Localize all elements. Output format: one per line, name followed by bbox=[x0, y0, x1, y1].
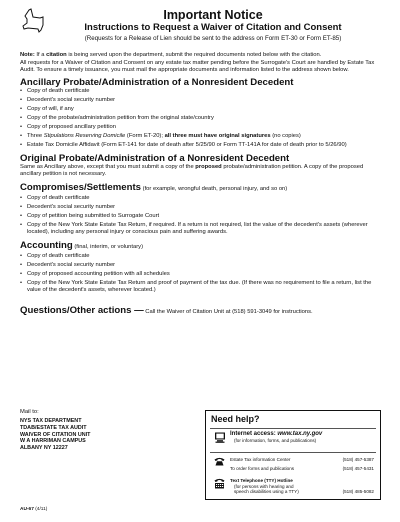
mail-to-label: Mail to: bbox=[20, 409, 39, 415]
form-number: AU-67 bbox=[20, 507, 34, 512]
order-forms-label: To order forms and publications bbox=[230, 466, 295, 471]
address-line: ALBANY NY 12227 bbox=[20, 445, 68, 452]
mailing-address bbox=[20, 409, 130, 452]
tty-row bbox=[214, 478, 374, 496]
list-item: • Copy of petition being submitted to Surrogate Court bbox=[27, 213, 384, 220]
list-item: • Decedent's social security number bbox=[27, 204, 384, 211]
ancillary-section bbox=[20, 77, 384, 149]
list-item: • Copy of proposed ancillary petition bbox=[27, 124, 384, 131]
address-line: NYS TAX DEPARTMENT bbox=[20, 418, 82, 424]
accounting-heading bbox=[20, 240, 384, 253]
need-help-title: Need help? bbox=[211, 414, 260, 424]
list-item: • Copy of the New York State Estate Tax Return, if required. If a return is not required, list the value of the decedent's assets (wherever located), including any personal injury or conscious pain and suffering awards. bbox=[27, 222, 384, 236]
address-line: WAIVER OF CITATION UNIT bbox=[20, 431, 91, 438]
address-line: W A HARRIMAN CAMPUS bbox=[20, 438, 86, 445]
form-footer bbox=[20, 507, 47, 512]
accounting-heading-text: Accounting bbox=[20, 239, 73, 251]
page-subtitle: Instructions to Request a Waiver of Citation and Consent bbox=[84, 22, 342, 33]
item-text: (Form ET-20); bbox=[125, 133, 165, 140]
item-bold-text: all three must have original signatures bbox=[164, 133, 271, 140]
estate-tax-phone[interactable]: (518) 457-5387 bbox=[342, 457, 374, 462]
note-text-2: is being served upon the department, submit the required documents noted below with the citation. bbox=[66, 52, 322, 58]
divider bbox=[210, 428, 376, 429]
compromises-heading bbox=[20, 182, 384, 195]
page-title: Important Notice bbox=[163, 8, 263, 22]
compromises-list bbox=[20, 195, 384, 236]
original-text-b: probate/administration petition. A copy of the proposed ancillary petition is not necessary. bbox=[20, 164, 364, 178]
list-item: • Copy of death certificate bbox=[27, 88, 384, 95]
release-of-lien-note: (Requests for a Release of Lien should be sent to the address on Form ET-30 or Form ET-85) bbox=[84, 35, 342, 42]
internet-access-line bbox=[230, 432, 322, 438]
internet-access-label: Internet access: bbox=[230, 431, 278, 437]
original-proposed-word: proposed bbox=[195, 164, 222, 171]
list-item: • Decedent's social security number bbox=[27, 262, 384, 269]
item-text: Three bbox=[27, 133, 44, 140]
computer-icon bbox=[214, 432, 226, 443]
need-help-box bbox=[205, 410, 381, 500]
compromises-section bbox=[20, 182, 384, 236]
tty-phone[interactable]: (518) 485-5082 bbox=[342, 489, 374, 494]
internet-access-text bbox=[230, 432, 322, 443]
original-section bbox=[20, 153, 384, 178]
citation-note bbox=[20, 52, 384, 59]
tty-text bbox=[230, 478, 299, 495]
tty-phone-icon bbox=[214, 478, 225, 489]
item-italic-text: Stipulations Reserving Domicile bbox=[43, 133, 126, 140]
internet-access-sub: (for information, forms, and publications) bbox=[234, 437, 317, 443]
questions-text: Call the Waiver of Citation Unit at (518) 591-3049 for instructions. bbox=[143, 308, 313, 315]
accounting-list bbox=[20, 253, 384, 294]
list-item: • Copy of the probate/administration petition from the original state/country bbox=[27, 115, 384, 122]
title-block bbox=[40, 8, 386, 43]
notice-body bbox=[20, 52, 384, 318]
divider bbox=[210, 452, 376, 453]
questions-section bbox=[20, 300, 384, 318]
questions-heading: Questions/Other actions — bbox=[20, 304, 144, 316]
compromises-heading-text: Compromises/Settlements bbox=[20, 181, 142, 193]
tty-sub-1: (for persons with hearing and bbox=[234, 483, 294, 489]
item-text: (no copies) bbox=[270, 133, 301, 140]
order-forms-phone[interactable]: (518) 457-5431 bbox=[342, 466, 374, 471]
list-item bbox=[27, 133, 384, 140]
estate-tax-row bbox=[214, 457, 374, 471]
list-item: • Copy of the New York State Estate Tax Return and proof of payment of the tax due. (If there was no requirement to file a return, list the value of the decedent's assets, wherever located.) bbox=[27, 280, 384, 294]
tty-sub-2: speech disabilities using a TTY) bbox=[234, 489, 299, 495]
list-item: • Decedent's social security number bbox=[27, 97, 384, 104]
note-text-1: If a bbox=[34, 52, 47, 58]
estate-tax-info-label: Estate Tax information Center bbox=[230, 457, 291, 462]
ancillary-list bbox=[20, 88, 384, 149]
address-line: TDAB/ESTATE TAX AUDIT bbox=[20, 424, 87, 431]
compromises-note: (for example, wrongful death, personal injury, and so on) bbox=[141, 185, 288, 192]
form-date: (4/11) bbox=[33, 507, 48, 512]
intro-paragraph: All requests for a Waiver of Citation and Consent on any estate tax matter pending before the Surrogate's Court are handled by Estate Tax Audit. To ensure a timely issuance, you must mail the appropriate documents and information listed to the address shown below. bbox=[20, 59, 375, 73]
ancillary-heading: Ancillary Probate/Administration of a Nonresident Decedent bbox=[20, 77, 294, 89]
list-item: • Copy of death certificate bbox=[27, 195, 384, 202]
internet-access-row bbox=[214, 432, 374, 448]
tax-website-link[interactable]: www.tax.ny.gov bbox=[277, 431, 323, 437]
original-heading: Original Probate/Administration of a Nonresident Decedent bbox=[20, 153, 290, 165]
original-text bbox=[20, 164, 384, 178]
list-item: • Copy of death certificate bbox=[27, 253, 384, 260]
accounting-section bbox=[20, 240, 384, 294]
note-label: Note: bbox=[20, 52, 35, 58]
original-text-a: Same as Ancillary above, except that you must submit a copy of the bbox=[20, 164, 196, 171]
tty-title: Text Telephone (TTY) Hotline bbox=[230, 478, 293, 483]
telephone-icon bbox=[214, 457, 225, 466]
note-citation-word: citation bbox=[46, 52, 67, 58]
list-item: • Estate Tax Domicile Affidavit (Form ET-141 for date of death after 5/25/90 or Form TT-141A for date of death prior to 5/26/90) bbox=[27, 142, 384, 149]
accounting-note: (final, interim, or voluntary) bbox=[72, 243, 143, 250]
list-item: • Copy of will, if any bbox=[27, 106, 384, 113]
list-item: • Copy of proposed accounting petition with all schedules bbox=[27, 271, 384, 278]
